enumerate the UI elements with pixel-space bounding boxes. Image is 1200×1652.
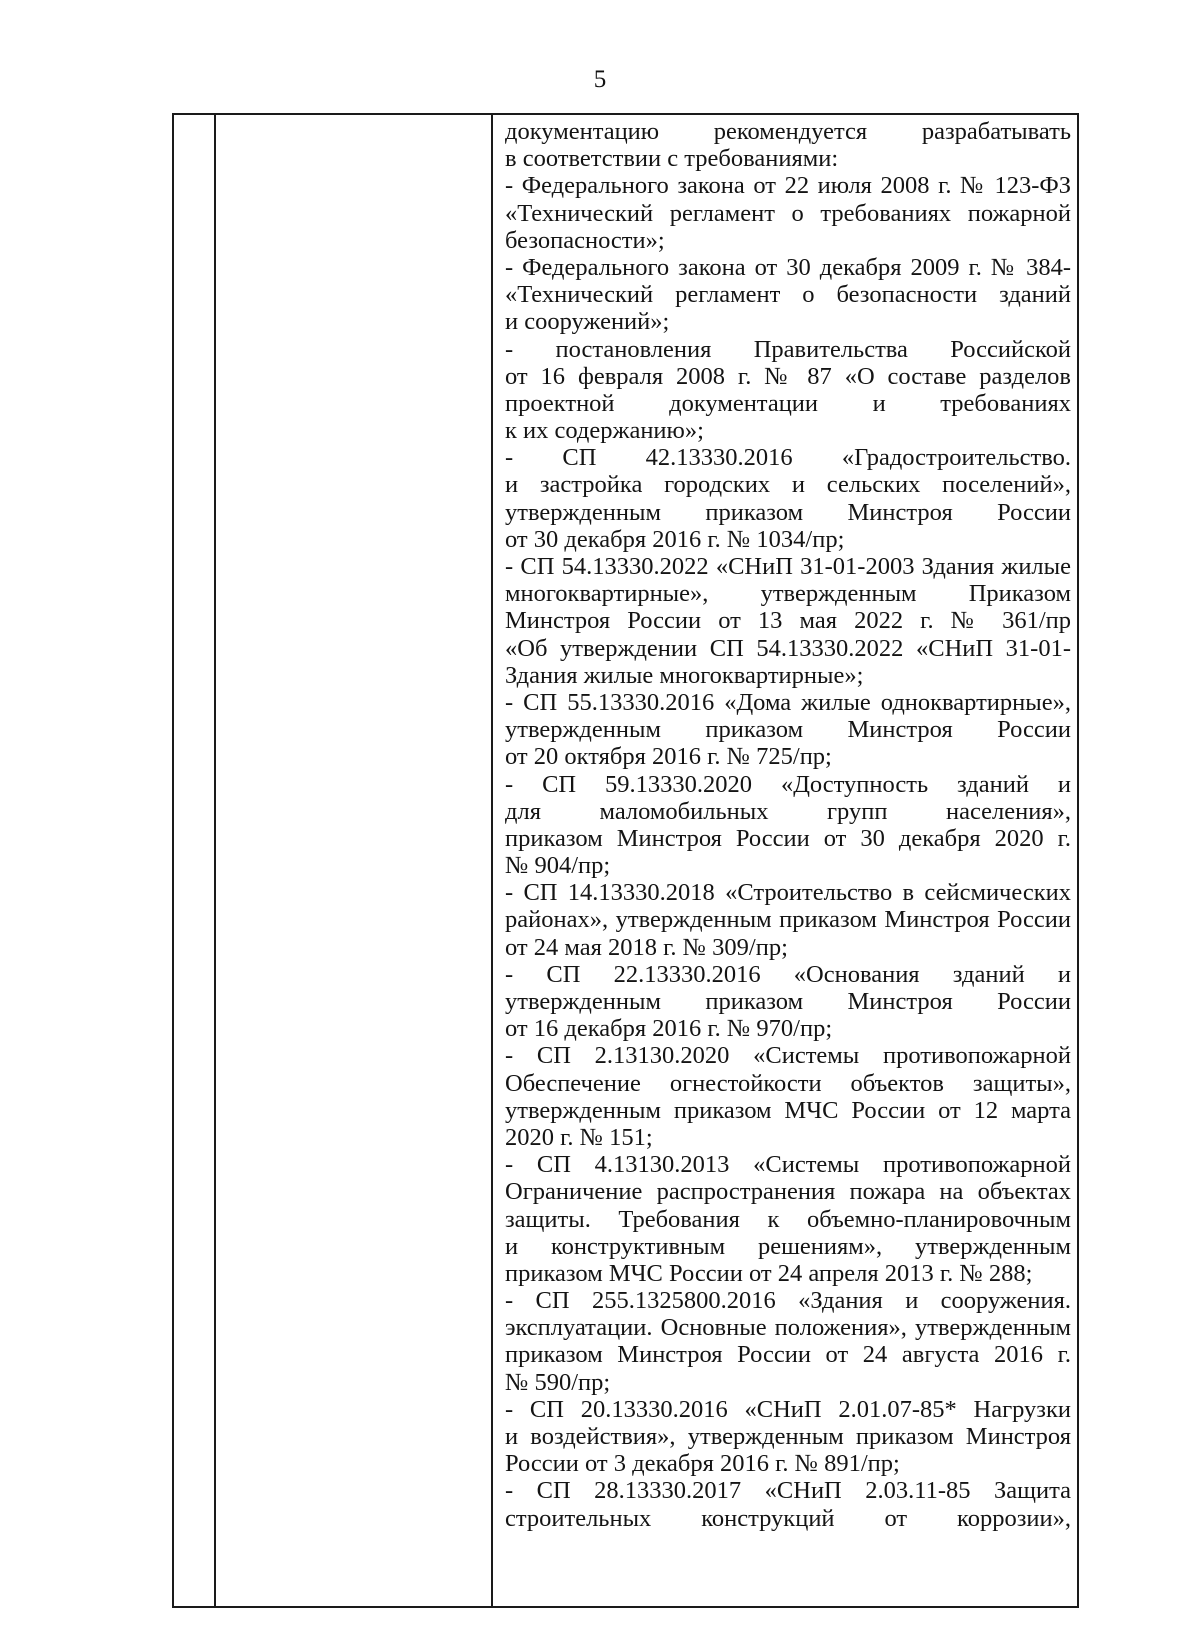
text-line: - Федерального закона от 30 декабря 2009 г. № 384- <box>505 253 1071 281</box>
text-line: - СП 59.13330.2020 «Доступность зданий и <box>505 770 1071 798</box>
text-line: - СП 22.13330.2016 «Основания зданий и <box>505 960 1071 988</box>
text-line: приказом МЧС России от 24 апреля 2013 г. № 288; <box>505 1259 1033 1287</box>
text-line: приказом Минстроя России от 24 августа 2016 г. <box>505 1341 1071 1369</box>
text-line: № 590/пр; <box>505 1368 611 1396</box>
text-line: «Технический регламент о требованиях пожарной <box>505 199 1071 227</box>
text-line: Минстроя России от 13 мая 2022 г. № 361/пр <box>505 607 1071 635</box>
text-line: - СП 55.13330.2016 «Дома жилые одноквартирные», <box>505 688 1071 716</box>
text-line: и воздействия», утвержденным приказом Минстроя <box>505 1423 1071 1450</box>
text-line: 2020 г. № 151; <box>505 1123 653 1151</box>
text-line: от 24 мая 2018 г. № 309/пр; <box>505 933 788 961</box>
text-line: утвержденным приказом Минстроя России <box>505 716 1071 744</box>
text-line: документацию рекомендуется разрабатывать <box>505 118 1071 145</box>
text-line: - СП 255.1325800.2016 «Здания и сооружения. <box>505 1287 1071 1315</box>
page-number: 5 <box>593 66 607 93</box>
text-line: - СП 54.13330.2022 «СНиП 31-01-2003 Здания жилые <box>505 553 1071 580</box>
text-line: - СП 28.13330.2017 «СНиП 2.03.11-85 Защита <box>505 1477 1071 1505</box>
document-table <box>172 113 1079 1608</box>
text-line: - СП 42.13330.2016 «Градостроительство. <box>505 444 1071 472</box>
text-line: - СП 4.13130.2013 «Системы противопожарной <box>505 1151 1071 1179</box>
text-line: от 16 декабря 2016 г. № 970/пр; <box>505 1015 833 1043</box>
text-line: - СП 20.13330.2016 «СНиП 2.01.07-85* Нагрузки <box>505 1395 1071 1423</box>
text-line: - Федерального закона от 22 июля 2008 г. № 123-ФЗ <box>505 172 1071 200</box>
text-line: - СП 14.13330.2018 «Строительство в сейсмических <box>505 879 1071 907</box>
text-line: и конструктивным решениям», утвержденным <box>505 1232 1071 1260</box>
text-line: от 20 октября 2016 г. № 725/пр; <box>505 743 832 771</box>
text-line: безопасности»; <box>505 226 665 254</box>
text-line: от 16 февраля 2008 г. № 87 «О составе разделов <box>505 362 1071 390</box>
text-line: утвержденным приказом Минстроя России <box>505 988 1071 1015</box>
text-line: приказом Минстроя России от 30 декабря 2020 г. <box>505 824 1071 852</box>
text-line: многоквартирные», утвержденным Приказом <box>505 580 1071 608</box>
column-divider-2 <box>491 115 493 1606</box>
text-line: для маломобильных групп населения», <box>505 797 1071 825</box>
text-line: - СП 2.13130.2020 «Системы противопожарной <box>505 1042 1071 1070</box>
text-line: и застройка городских и сельских поселений», <box>505 471 1071 499</box>
text-line: в соответствии с требованиями: <box>505 145 839 173</box>
text-line: эксплуатации. Основные положения», утвержденным <box>505 1314 1071 1342</box>
text-line: и сооружений»; <box>505 308 670 336</box>
text-line: Обеспечение огнестойкости объектов защиты», <box>505 1069 1071 1097</box>
text-line: от 30 декабря 2016 г. № 1034/пр; <box>505 525 845 553</box>
text-line: Здания жилые многоквартирные»; <box>505 661 864 689</box>
text-line: утвержденным приказом МЧС России от 12 марта <box>505 1096 1071 1124</box>
table-text-cell <box>505 118 1071 1532</box>
text-line: Ограничение распространения пожара на объектах <box>505 1178 1071 1206</box>
text-line: утвержденным приказом Минстроя России <box>505 498 1071 526</box>
column-divider-1 <box>214 115 216 1606</box>
text-line: защиты. Требования к объемно-планировочным <box>505 1205 1071 1233</box>
text-line: России от 3 декабря 2016 г. № 891/пр; <box>505 1450 900 1478</box>
text-line: № 904/пр; <box>505 852 611 880</box>
text-line: строительных конструкций от коррозии», <box>505 1504 1071 1532</box>
text-line: проектной документации и требованиях <box>505 389 1071 417</box>
text-line: «Технический регламент о безопасности зданий <box>505 281 1071 309</box>
text-line: «Об утверждении СП 54.13330.2022 «СНиП 31-01- <box>505 634 1071 662</box>
text-line: районах», утвержденным приказом Минстроя России <box>505 906 1071 934</box>
text-line: к их содержанию»; <box>505 417 704 445</box>
text-line: - постановления Правительства Российской <box>505 335 1071 363</box>
